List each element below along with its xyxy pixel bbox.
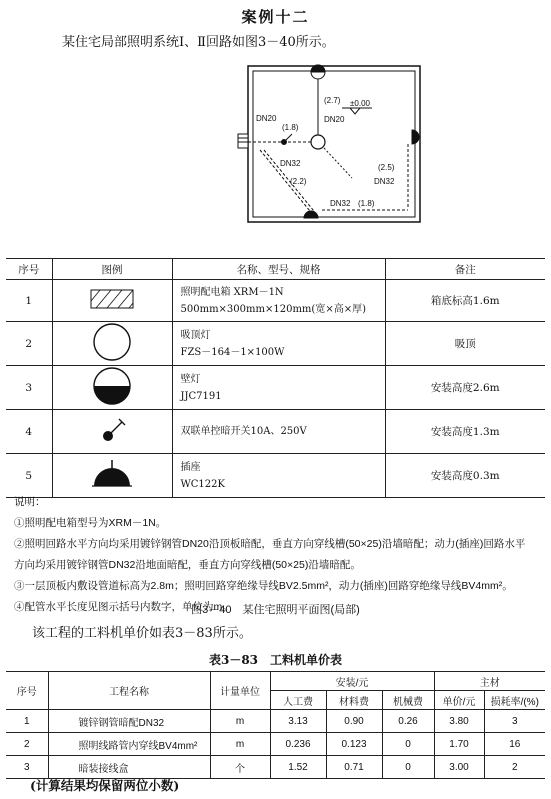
header-install: 安装/元 — [270, 672, 434, 691]
note-line: ①照明配电箱型号为XRM－1N。 — [14, 517, 167, 529]
name-cell — [172, 410, 385, 454]
header-price: 单价/元 — [434, 691, 484, 710]
cell-unit: 个 — [210, 756, 270, 779]
plan-label: (1.8) — [358, 199, 375, 208]
spec-line: FZS－164－1×100W — [180, 346, 285, 358]
header-material: 材料费 — [326, 691, 382, 710]
name-line: 插座 — [180, 461, 201, 473]
notes-block — [14, 492, 525, 618]
note-line: ②照明回路水平方向均采用镀锌钢管DN20沿顶板暗配，垂直方向穿线槽(50×25)沿墙暗配；动力(插座)回路水平 — [14, 538, 526, 550]
table-row — [6, 410, 545, 454]
cell-machine: 0 — [382, 756, 434, 779]
plan-label: ±0.00 — [350, 99, 370, 108]
row-no: 3 — [6, 366, 52, 410]
ceiling-lamp-icon — [92, 322, 132, 362]
symbol-cell — [52, 410, 172, 454]
symbol-cell — [52, 322, 172, 366]
cell-material: 0.71 — [326, 756, 382, 779]
header-labor: 人工费 — [270, 691, 326, 710]
header-unit: 计量单位 — [210, 672, 270, 710]
name-cell — [172, 454, 385, 498]
wall-lamp-icon — [92, 366, 132, 406]
name-line: 照明配电箱 XRM－1N — [180, 286, 284, 298]
table-intro-text: 该工程的工料机单价如表3－83所示。 — [32, 626, 252, 641]
footer-note: (计算结果均保留两位小数) — [30, 778, 180, 793]
name-cell — [172, 322, 385, 366]
note-line: 方向均采用镀锌钢管DN32沿地面暗配，垂直方向穿线槽(50×25)沿墙暗配。 — [14, 559, 361, 571]
table-row — [6, 733, 545, 756]
notes-heading: 说明： — [14, 496, 46, 508]
header-remark: 备注 — [385, 259, 545, 280]
symbol-cell — [52, 366, 172, 410]
remark-cell: 箱底标高1.6m — [385, 280, 545, 322]
name-line: 双联单控暗开关10A、250V — [180, 426, 307, 437]
table-title: 表3－83 工料机单价表 — [208, 653, 343, 667]
socket-icon — [90, 454, 134, 494]
symbol-cell — [52, 454, 172, 498]
legend-table — [6, 258, 545, 498]
cell-unit: m — [210, 710, 270, 733]
cell-no: 3 — [6, 756, 48, 779]
cell-name: 照明线路管内穿线BV4mm² — [48, 733, 210, 756]
plan-label: DN32 — [330, 199, 351, 208]
cell-name: 暗装接线盒 — [48, 756, 210, 779]
row-no: 1 — [6, 280, 52, 322]
switch-icon — [92, 410, 132, 450]
table-row — [6, 454, 545, 498]
table-row — [6, 366, 545, 410]
cell-name: 镀锌钢管暗配DN32 — [48, 710, 210, 733]
note-line: ③一层顶板内敷设管道标高为2.8m；照明回路穿绝缘导线BV2.5mm²，动力(插座)回路穿绝缘导线BV4mm²。 — [14, 580, 513, 592]
intro-text: 某住宅局部照明系统Ⅰ、Ⅱ回路如图3－40所示。 — [62, 35, 335, 50]
name-cell — [172, 280, 385, 322]
header-name: 名称、型号、规格 — [172, 259, 385, 280]
plan-label: (2.2) — [290, 177, 307, 186]
table-row — [6, 322, 545, 366]
distribution-box-icon — [90, 289, 134, 309]
row-no: 5 — [6, 454, 52, 498]
cell-loss: 3 — [484, 710, 545, 733]
table-row — [6, 710, 545, 733]
cell-machine: 0 — [382, 733, 434, 756]
header-loss: 损耗率/(%) — [484, 691, 545, 710]
remark-cell: 安装高度2.6m — [385, 366, 545, 410]
cell-loss: 16 — [484, 733, 545, 756]
spec-line: JJC7191 — [180, 390, 222, 402]
unit-price-table — [6, 671, 545, 779]
cell-no: 2 — [6, 733, 48, 756]
cell-material: 0.123 — [326, 733, 382, 756]
header-machine: 机械费 — [382, 691, 434, 710]
plan-label: (2.5) — [378, 163, 395, 172]
spec-line: 500mm×300mm×120mm(宽×高×厚) — [180, 303, 366, 315]
floor-plan-diagram — [232, 58, 430, 228]
cell-labor: 1.52 — [270, 756, 326, 779]
cell-price: 3.00 — [434, 756, 484, 779]
plan-label: (1.8) — [282, 123, 299, 132]
header-name: 工程名称 — [48, 672, 210, 710]
remark-cell: 安装高度1.3m — [385, 410, 545, 454]
name-cell — [172, 366, 385, 410]
figure-caption: 图3－40 某住宅照明平面图(局部) — [191, 604, 360, 616]
legend-header-row — [6, 259, 545, 280]
spec-line: WC122K — [180, 478, 225, 490]
cell-unit: m — [210, 733, 270, 756]
cell-machine: 0.26 — [382, 710, 434, 733]
cell-labor: 3.13 — [270, 710, 326, 733]
header-no: 序号 — [6, 672, 48, 710]
remark-cell: 安装高度0.3m — [385, 454, 545, 498]
header-main-material: 主材 — [434, 672, 545, 691]
table-row — [6, 280, 545, 322]
case-title: 案例十二 — [241, 8, 310, 26]
cell-material: 0.90 — [326, 710, 382, 733]
name-line: 壁灯 — [180, 373, 201, 385]
cell-price: 1.70 — [434, 733, 484, 756]
name-line: 吸顶灯 — [180, 329, 211, 341]
note-line: ④配管水平长度见图示括号内数字，单位为m。 — [14, 601, 233, 613]
plan-label: DN20 — [256, 114, 277, 123]
cell-labor: 0.236 — [270, 733, 326, 756]
plan-label: DN32 — [280, 159, 301, 168]
cell-price: 3.80 — [434, 710, 484, 733]
cell-no: 1 — [6, 710, 48, 733]
header-symbol: 图例 — [52, 259, 172, 280]
plan-label: DN32 — [374, 177, 395, 186]
header-row — [6, 672, 545, 691]
cell-loss: 2 — [484, 756, 545, 779]
plan-label: (2.7) — [324, 96, 341, 105]
symbol-cell — [52, 280, 172, 322]
row-no: 2 — [6, 322, 52, 366]
row-no: 4 — [6, 410, 52, 454]
header-no: 序号 — [6, 259, 52, 280]
plan-label: DN20 — [324, 115, 345, 124]
remark-cell: 吸顶 — [385, 322, 545, 366]
